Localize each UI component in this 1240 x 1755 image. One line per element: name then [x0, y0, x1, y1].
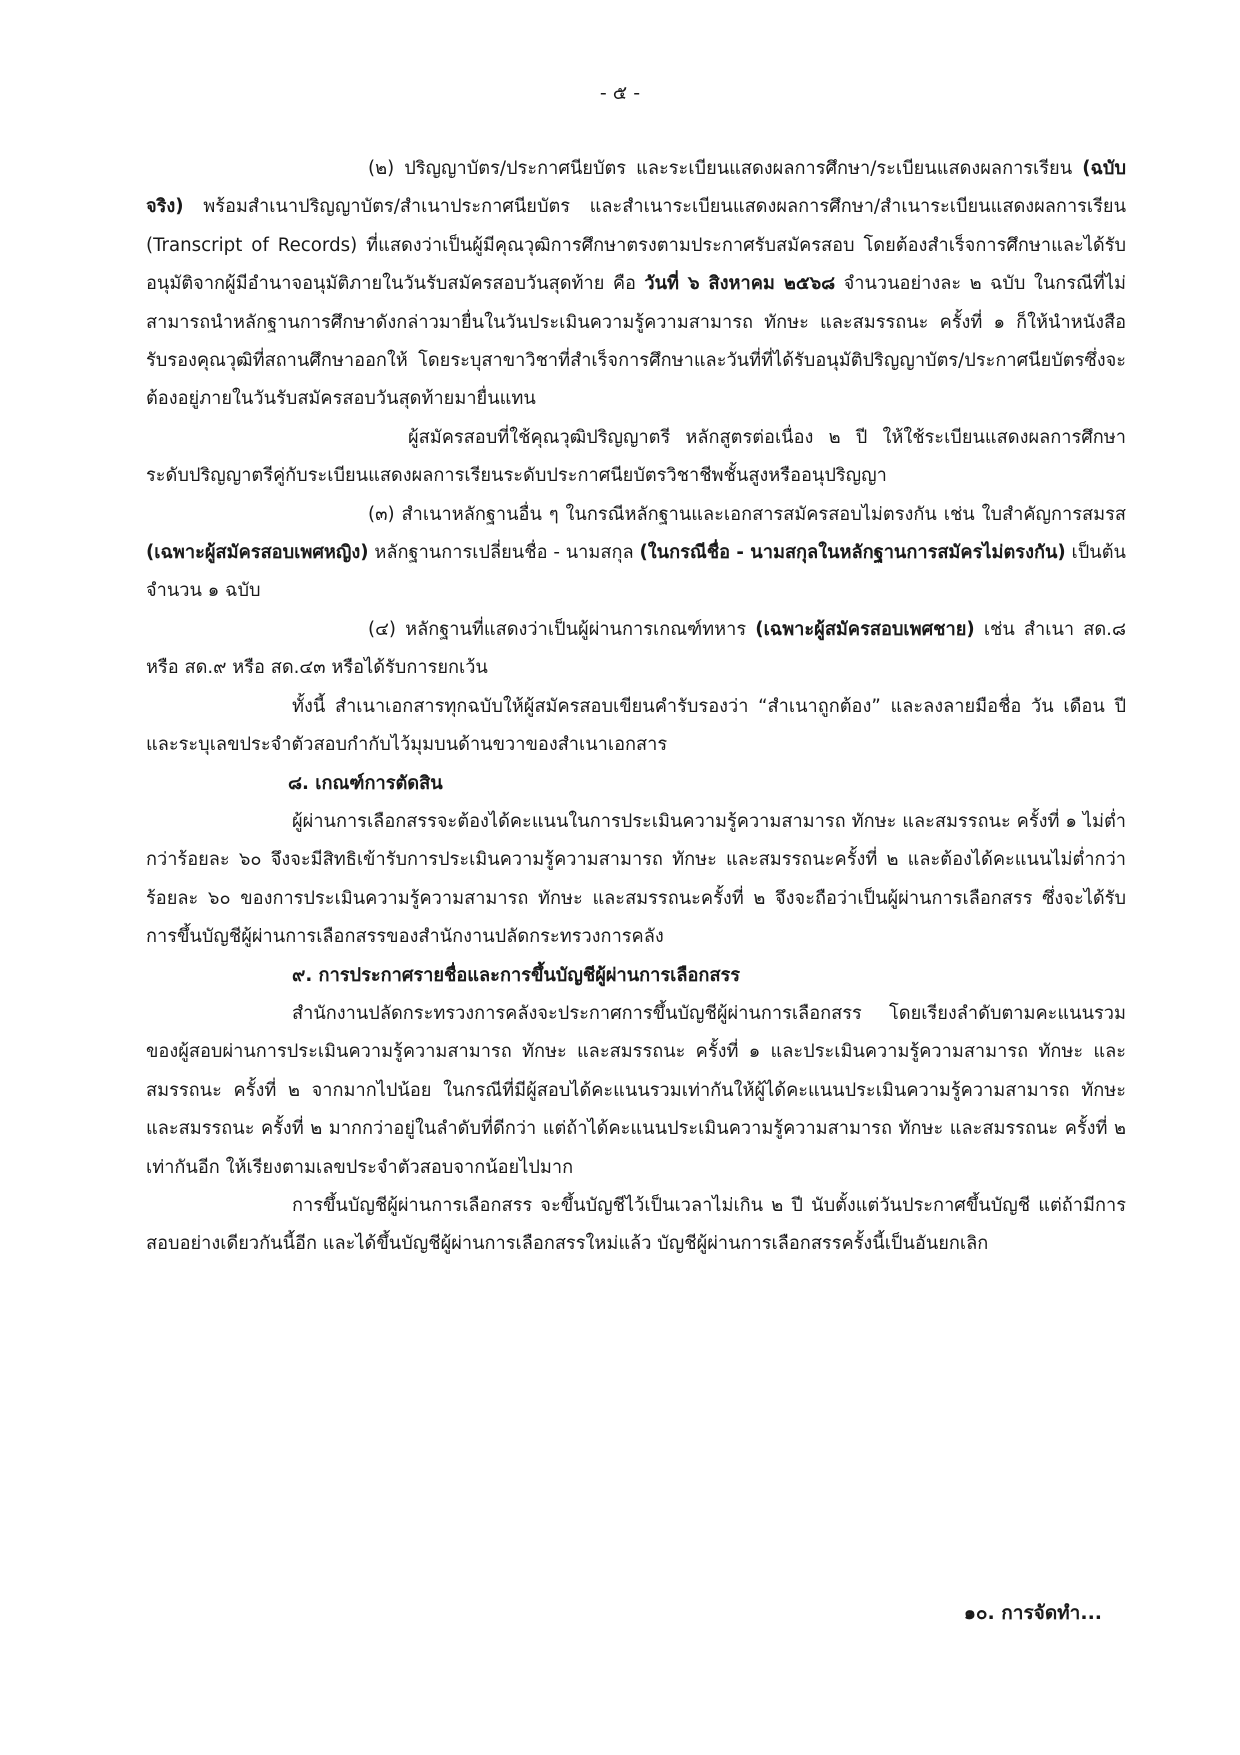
paragraph-military-evidence — [146, 611, 1126, 688]
paragraph-decision-criteria: ผู้ผ่านการเลือกสรรจะต้องได้คะแนนในการประเมินความรู้ความสามารถ ทักษะ และสมรรถนะ ครั้งที่ ๑ ไม่ต่ำกว่าร้อยละ ๖๐ จึงจะมีสิทธิเข้ารับการประเมินความรู้ความสามารถ ทักษะ และสมรรถนะครั้งที่ ๒ และต้องได้คะแนนไม่ต่ำกว่าร้อยละ ๖๐ ของการประเมินความรู้ความสามารถ ทักษะ และสมรรถนะครั้งที่ ๒ จึงจะถือว่าเป็นผู้ผ่านการเลือกสรร ซึ่งจะได้รับการขึ้นบัญชีผู้ผ่านการเลือกสรรของสำนักงานปลัดกระทรวงการคลัง — [146, 810, 1126, 948]
paragraph-degree-documents — [146, 150, 1126, 419]
continuation-marker: ๑๐. การจัดทำ... — [963, 1602, 1102, 1624]
bold-text-run: (เฉพาะผู้สมัครสอบเพศหญิง) — [146, 542, 369, 564]
document-body — [146, 150, 1126, 1264]
paragraph-copy-certification: ทั้งนี้ สำเนาเอกสารทุกฉบับให้ผู้สมัครสอบเขียนคำรับรองว่า “สำเนาถูกต้อง” และลงลายมือชื่อ วัน เดือน ปี และระบุเลขประจำตัวสอบกำกับไว้มุมบนด้านขวาของสำเนาเอกสาร — [146, 695, 1126, 756]
paragraph-list-validity: การขึ้นบัญชีผู้ผ่านการเลือกสรร จะขึ้นบัญชีไว้เป็นเวลาไม่เกิน ๒ ปี นับตั้งแต่วันประกาศขึ้นบัญชี แต่ถ้ามีการสอบอย่างเดียวกันนี้อีก และได้ขึ้นบัญชีผู้ผ่านการเลือกสรรใหม่แล้ว บัญชีผู้ผ่านการเลือกสรรครั้งนี้เป็นอันยกเลิก — [146, 1194, 1126, 1255]
bold-text-run: (ฉบับจริง) — [146, 158, 1126, 218]
text-run: หลักฐานการเปลี่ยนชื่อ - นามสกุล — [368, 542, 640, 564]
text-run: เป็นต้น จำนวน ๑ ฉบับ — [146, 542, 1126, 602]
paragraph-continuing-degree: ผู้สมัครสอบที่ใช้คุณวุฒิปริญญาตรี หลักสูตรต่อเนื่อง ๒ ปี ให้ใช้ระเบียนแสดงผลการศึกษาระดับปริญญาตรีคู่กับระเบียนแสดงผลการเรียนระดับประกาศนียบัตรวิชาชีพชั้นสูงหรืออนุปริญญา — [146, 426, 1126, 487]
bold-text-run: (เฉพาะผู้สมัครสอบเพศชาย) — [755, 618, 975, 640]
bold-text-run: (ในกรณีชื่อ - นามสกุลในหลักฐานการสมัครไม่ตรงกัน) — [639, 542, 1066, 564]
text-run: (๒) ปริญญาบัตร/ประกาศนียบัตร และระเบียนแสดงผลการศึกษา/ระเบียนแสดงผลการเรียน — [368, 158, 1083, 179]
section-heading-9: ๙. การประกาศรายชื่อและการขึ้นบัญชีผู้ผ่านการเลือกสรร — [292, 964, 741, 986]
text-run: เช่น สำเนา สด.๘ หรือ สด.๙ หรือ สด.๔๓ หรือได้รับการยกเว้น — [146, 618, 1126, 679]
text-run: พร้อมสำเนาปริญญาบัตร/สำเนาประกาศนียบัตร และสำเนาระเบียนแสดงผลการศึกษา/สำเนาระเบียนแสดงผลการเรียน (Transcript of Records) ที่แสดงว่าเป็นผู้มีคุณวุฒิการศึกษาตรงตามประกาศรับสมัครสอบ โดยต้องสำเร็จการศึกษาและได้รับอนุมัติจากผู้มีอำนาจอนุมัติภายในวันรับสมัครสอบวันสุดท้าย คือ — [146, 196, 1126, 295]
section-heading-8: ๘. เกณฑ์การตัดสิน — [288, 772, 443, 794]
page-number: - ๕ - — [599, 82, 641, 104]
paragraph-announcement: สำนักงานปลัดกระทรวงการคลังจะประกาศการขึ้นบัญชีผู้ผ่านการเลือกสรร โดยเรียงลำดับตามคะแนนรวมของผู้สอบผ่านการประเมินความรู้ความสามารถ ทักษะ และสมรรถนะ ครั้งที่ ๑ และประเมินความรู้ความสามารถ ทักษะ และสมรรถนะ ครั้งที่ ๒ จากมากไปน้อย ในกรณีที่มีผู้สอบได้คะแนนรวมเท่ากันให้ผู้ได้คะแนนประเมินความรู้ความสามารถ ทักษะ และสมรรถนะ ครั้งที่ ๒ มากกว่าอยู่ในลำดับที่ดีกว่า แต่ถ้าได้คะแนนประเมินความรู้ความสามารถ ทักษะ และสมรรถนะ ครั้งที่ ๒ เท่ากันอีก ให้เรียงตามเลขประจำตัวสอบจากน้อยไปมาก — [146, 1002, 1126, 1178]
deadline-date: วันที่ ๖ สิงหาคม ๒๕๖๘ — [644, 273, 836, 295]
text-run: จำนวนอย่างละ ๒ ฉบับ ในกรณีที่ไม่สามารถนำหลักฐานการศึกษาดังกล่าวมายื่นในวันประเมินความรู้ความสามารถ ทักษะ และสมรรถนะ ครั้งที่ ๑ ก็ให้นำหนังสือรับรองคุณวุฒิที่สถานศึกษาออกให้ โดยระบุสาขาวิชาที่สำเร็จการศึกษาและวันที่ที่ได้รับอนุมัติปริญญาบัตร/ประกาศนียบัตรซึ่งจะต้องอยู่ภายในวันรับสมัครสอบวันสุดท้ายมายื่นแทน — [146, 273, 1126, 410]
text-run: (๓) สำเนาหลักฐานอื่น ๆ ในกรณีหลักฐานและเอกสารสมัครสอบไม่ตรงกัน เช่น ใบสำคัญการสมรส — [368, 503, 1126, 525]
text-run: (๔) หลักฐานที่แสดงว่าเป็นผู้ผ่านการเกณฑ์ทหาร — [368, 618, 756, 640]
paragraph-other-evidence — [146, 496, 1126, 611]
